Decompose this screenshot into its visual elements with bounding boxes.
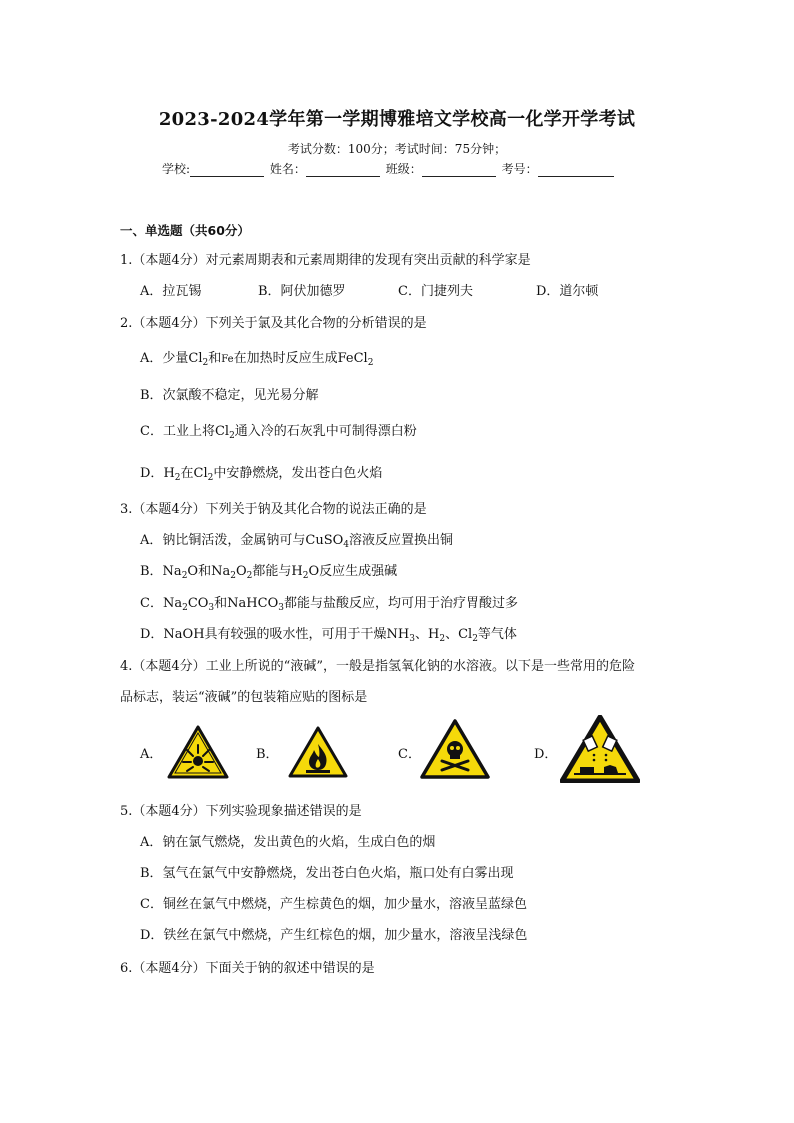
exam-info: 考试分数：100分；考试时间：75分钟； — [287, 142, 507, 156]
q5-option-c[interactable]: C．铜丝在氯气中燃烧，产生棕黄色的烟，加少量水，溶液呈蓝绿色 — [140, 897, 527, 912]
q1-option-d[interactable]: D．道尔顿 — [536, 284, 599, 299]
exam-number-blank[interactable] — [538, 162, 614, 177]
q3c-s1: 2 — [182, 603, 188, 613]
q4-option-d[interactable]: D． — [534, 747, 558, 762]
question-1-stem: 1.（本题4分）对元素周期表和元素周期律的发现有突出贡献的科学家是 — [120, 253, 531, 268]
q2a-sub-1: 2 — [202, 358, 209, 368]
q3d-t3: 、Cl — [445, 627, 473, 642]
q2a-formula-3: FeCl — [337, 351, 368, 366]
q3b-s3: 2 — [246, 571, 253, 581]
q3d-t1: D．NaOH具有较强的吸水性，可用于干燥NH — [140, 627, 410, 642]
q3d-t2: 、H — [415, 627, 440, 642]
section-title: 一、单选题（共60分） — [120, 223, 250, 238]
question-2-stem: 2.（本题4分）下列关于氯及其化合物的分析错误的是 — [120, 316, 427, 331]
q3c-t3: 和NaHCO — [214, 596, 279, 611]
q2d-formula-1: H — [163, 466, 175, 481]
q3d-s3: 2 — [472, 634, 478, 644]
q3-option-c[interactable] — [140, 592, 518, 611]
q3d-s2: 2 — [439, 634, 446, 644]
q3c-s3: 3 — [278, 603, 284, 613]
q3-option-b[interactable] — [140, 560, 397, 579]
q4-option-b[interactable]: B． — [256, 747, 279, 762]
q3a-text-2: 溶液反应置换出铜 — [349, 533, 454, 548]
q3b-t4: 都能与H — [252, 564, 303, 579]
q4-option-a[interactable]: A． — [140, 747, 163, 762]
q2d-sub-2: 2 — [207, 473, 214, 483]
q3c-t4: 都能与盐酸反应，均可用于治疗胃酸过多 — [283, 596, 518, 611]
q3d-s1: 3 — [409, 634, 415, 644]
question-4-stem-line-1: 4.（本题4分）工业上所说的“液碱”，一般是指氢氧化钠的水溶液。以下是一些常用的危险 — [120, 659, 635, 674]
q3b-s1: 2 — [181, 571, 188, 581]
q3c-s2: 3 — [208, 603, 215, 613]
q2a-text-2: 和 — [208, 351, 222, 366]
question-3-stem: 3.（本题4分）下列关于钠及其化合物的说法正确的是 — [120, 502, 427, 517]
q5-option-d[interactable]: D．铁丝在氯气中燃烧，产生红棕色的烟，加少量水，溶液呈浅绿色 — [140, 928, 528, 943]
question-1-options — [140, 280, 598, 299]
exam-title: 2023-2024学年第一学期博雅培文学校高一化学开学考试 — [158, 109, 636, 130]
q2-option-d[interactable] — [140, 462, 382, 481]
name-label: 姓名： — [269, 162, 306, 176]
q3b-s2: 2 — [230, 571, 236, 581]
q5-option-b[interactable]: B．氢气在氯气中安静燃烧，发出苍白色火焰，瓶口处有白雾出现 — [140, 866, 514, 881]
q1-option-b[interactable]: B．阿伏加德罗 — [258, 284, 346, 299]
q3-option-a[interactable] — [140, 529, 453, 548]
question-6-stem: 6.（本题4分）下面关于钠的叙述中错误的是 — [120, 961, 375, 976]
q2-option-c[interactable] — [140, 420, 417, 439]
q3b-t3: O — [235, 564, 247, 579]
class-label: 班级： — [385, 162, 422, 176]
q2a-text: A．少量 — [140, 351, 189, 366]
q2-option-b[interactable]: B．次氯酸不稳定，见光易分解 — [140, 388, 319, 403]
q2d-text: D． — [140, 466, 164, 481]
q3a-sub: 4 — [343, 540, 350, 550]
q1-option-a[interactable]: A．拉瓦锡 — [140, 284, 202, 299]
question-4-stem-line-2: 品标志，装运“液碱”的包装箱应贴的图标是 — [120, 690, 368, 705]
q3c-t1: C．Na — [140, 596, 183, 611]
q2a-text-3: 在加热时反应生成 — [233, 351, 338, 366]
q3a-text: A．钠比铜活泼，金属钠可与 — [140, 533, 306, 548]
class-blank[interactable] — [422, 162, 496, 177]
q3d-t4: 等气体 — [477, 627, 517, 642]
q3-option-d[interactable] — [140, 623, 517, 642]
explosive-sign-icon[interactable] — [167, 725, 229, 779]
q2a-formula-2: Fe — [221, 354, 234, 365]
flammable-sign-icon[interactable] — [288, 726, 348, 778]
question-5-stem: 5.（本题4分）下列实验现象描述错误的是 — [120, 804, 362, 819]
q2d-formula-2: Cl — [193, 466, 208, 481]
q3b-s4: 2 — [302, 571, 309, 581]
school-label: 学校: — [162, 162, 191, 176]
corrosive-sign-icon[interactable] — [560, 715, 640, 783]
student-info-fields — [162, 160, 616, 177]
q5-option-a[interactable]: A．钠在氯气燃烧，发出黄色的火焰，生成白色的烟 — [140, 835, 436, 850]
q2a-sub-3: 2 — [367, 358, 374, 368]
q3b-t5: O反应生成强碱 — [308, 564, 398, 579]
q2d-text-3: 中安静燃烧，发出苍白色火焰 — [213, 466, 383, 481]
q2d-sub-1: 2 — [174, 473, 181, 483]
q4-option-c[interactable]: C． — [398, 747, 421, 762]
q2c-text: C．工业上将 — [140, 424, 215, 439]
q3a-formula: CuSO — [305, 533, 344, 548]
q3c-t2: CO — [187, 596, 209, 611]
school-blank[interactable] — [190, 162, 264, 177]
q2c-sub: 2 — [229, 431, 235, 441]
toxic-sign-icon[interactable] — [420, 719, 490, 779]
q2d-text-2: 在 — [180, 466, 194, 481]
q2c-text-2: 通入冷的石灰乳中可制得漂白粉 — [234, 424, 417, 439]
q2-option-a[interactable] — [140, 347, 373, 366]
q1-option-c[interactable]: C．门捷列夫 — [398, 284, 473, 299]
q2c-formula: Cl — [214, 424, 230, 439]
exam-number-label: 考号： — [501, 162, 538, 176]
q3b-t2: O和Na — [187, 564, 231, 579]
name-blank[interactable] — [306, 162, 380, 177]
q3b-t1: B．Na — [140, 564, 182, 579]
q2a-formula-1: Cl — [188, 351, 203, 366]
